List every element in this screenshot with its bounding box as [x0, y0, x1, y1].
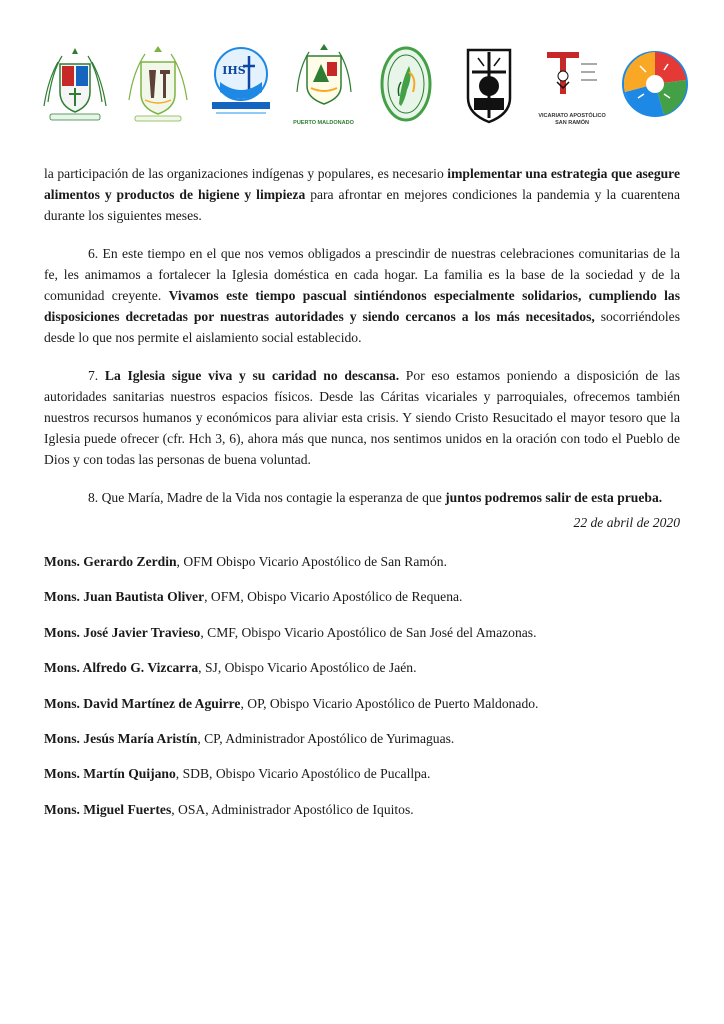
- text: 8. Que María, Madre de la Vida nos contagie la esperanza de que: [88, 490, 446, 505]
- puerto-maldonado-logo: [289, 42, 359, 126]
- signatory-title: , CP, Administrador Apostólico de Yurimaguas.: [197, 730, 455, 746]
- signatory-title: , OP, Obispo Vicario Apostólico de Puerto Maldonado.: [240, 695, 539, 711]
- signatory: [44, 623, 680, 643]
- signatory: [44, 552, 680, 572]
- bold-text: Vivamos este tiempo pascual sintiéndonos especialmente solidarios, cumpliendo las disposiciones decretadas por nuestras autoridades y siendo cercanos a los más necesitados,: [44, 288, 680, 324]
- signatory-title: , OFM, Obispo Vicario Apostólico de Requena.: [204, 589, 463, 605]
- body-paragraph: [44, 365, 680, 470]
- signatory-name: Mons. David Martínez de Aguirre: [44, 695, 241, 711]
- svg-text:IHS: IHS: [221, 64, 246, 77]
- body-paragraph: [44, 243, 680, 348]
- body-paragraph: [44, 163, 680, 226]
- signatory-title: , SDB, Obispo Vicario Apostólico de Pucallpa.: [175, 766, 431, 782]
- logo-row: [40, 40, 690, 128]
- signatory-title: , OFM Obispo Vicario Apostólico de San Ramón.: [176, 554, 447, 569]
- bold-text: juntos podremos salir de esta prueba.: [445, 490, 663, 505]
- signatory-name: Mons. Juan Bautista Oliver: [44, 589, 205, 605]
- logo-caption: PUERTO MALDONADO: [293, 119, 354, 126]
- text: la participación de las organizaciones indígenas y populares, es necesario: [44, 166, 448, 181]
- signatory-name: Mons. Alfredo G. Vizcarra: [44, 660, 199, 676]
- signatory: [44, 587, 680, 607]
- franciscan-logo: [123, 42, 193, 126]
- letter-body: [44, 163, 680, 525]
- text: Por eso estamos poniendo a disposición de las autoridades sanitarias nuestros espacios físicos. Desde las Cáritas vicariales y parroquiales, ofrecemos también nuestros recursos humanos y económicos para aliviar esta crisis. Y siendo Cristo Resucitado el mayor tesoro que la Iglesia puede ofrecer (cfr. Hch 3, 6), ahora más que nunca, nos sentimos unidos en la oración con todo el Pueblo de Dios y con todas las personas de buena voluntad.: [44, 368, 680, 467]
- bold-text: implementar una estrategia que asegure alimentos y productos de higiene y limpieza: [44, 166, 680, 202]
- signatory-name: Mons. Martín Quijano: [44, 766, 176, 782]
- signatory-title: , SJ, Obispo Vicario Apostólico de Jaén.: [198, 660, 417, 676]
- coat-of-arms-logo: [40, 42, 110, 126]
- signatory-title: , OSA, Administrador Apostólico de Iquitos.: [171, 801, 414, 817]
- signatory: [44, 694, 680, 714]
- green-oval-logo: [371, 42, 441, 126]
- logo-caption: VICARIATO APOSTÓLICO SAN RAMÓN: [538, 113, 606, 126]
- signatory-title: , CMF, Obispo Vicario Apostólico de San José del Amazonas.: [200, 624, 537, 640]
- signatory: [44, 764, 680, 784]
- body-paragraph: [44, 487, 680, 508]
- signatory-name: Mons. José Javier Travieso: [44, 624, 201, 640]
- text: para afrontar en mejores condiciones la pandemia y la cuarentena durante los siguientes meses.: [44, 187, 680, 223]
- text: 7.: [88, 368, 105, 383]
- bold-text: La Iglesia sigue viva y su caridad no descansa.: [104, 368, 400, 383]
- signature-list: [44, 552, 680, 835]
- signatory-name: Mons. Gerardo Zerdin: [44, 554, 177, 569]
- ihs-logo: [206, 42, 276, 126]
- signatory-name: Mons. Miguel Fuertes: [44, 801, 172, 817]
- colorful-circle-logo: [620, 42, 690, 126]
- letter-date: 22 de abril de 2020: [573, 515, 680, 530]
- text: socorriéndoles desde lo que nos permite el aislamiento social establecido.: [44, 309, 680, 345]
- signatory: [44, 658, 680, 678]
- signatory-name: Mons. Jesús María Aristín: [44, 730, 198, 746]
- text: 6. En este tiempo en el que nos vemos obligados a prescindir de nuestras celebraciones comunitarias de la fe, les animamos a fortalecer la Iglesia doméstica en cada hogar. La familia es la base de la sociedad y de la comunidad creyente.: [44, 246, 680, 303]
- san-ramon-logo: [537, 42, 607, 126]
- black-cross-logo: [454, 42, 524, 126]
- signatory: [44, 729, 680, 749]
- signatory: [44, 800, 680, 820]
